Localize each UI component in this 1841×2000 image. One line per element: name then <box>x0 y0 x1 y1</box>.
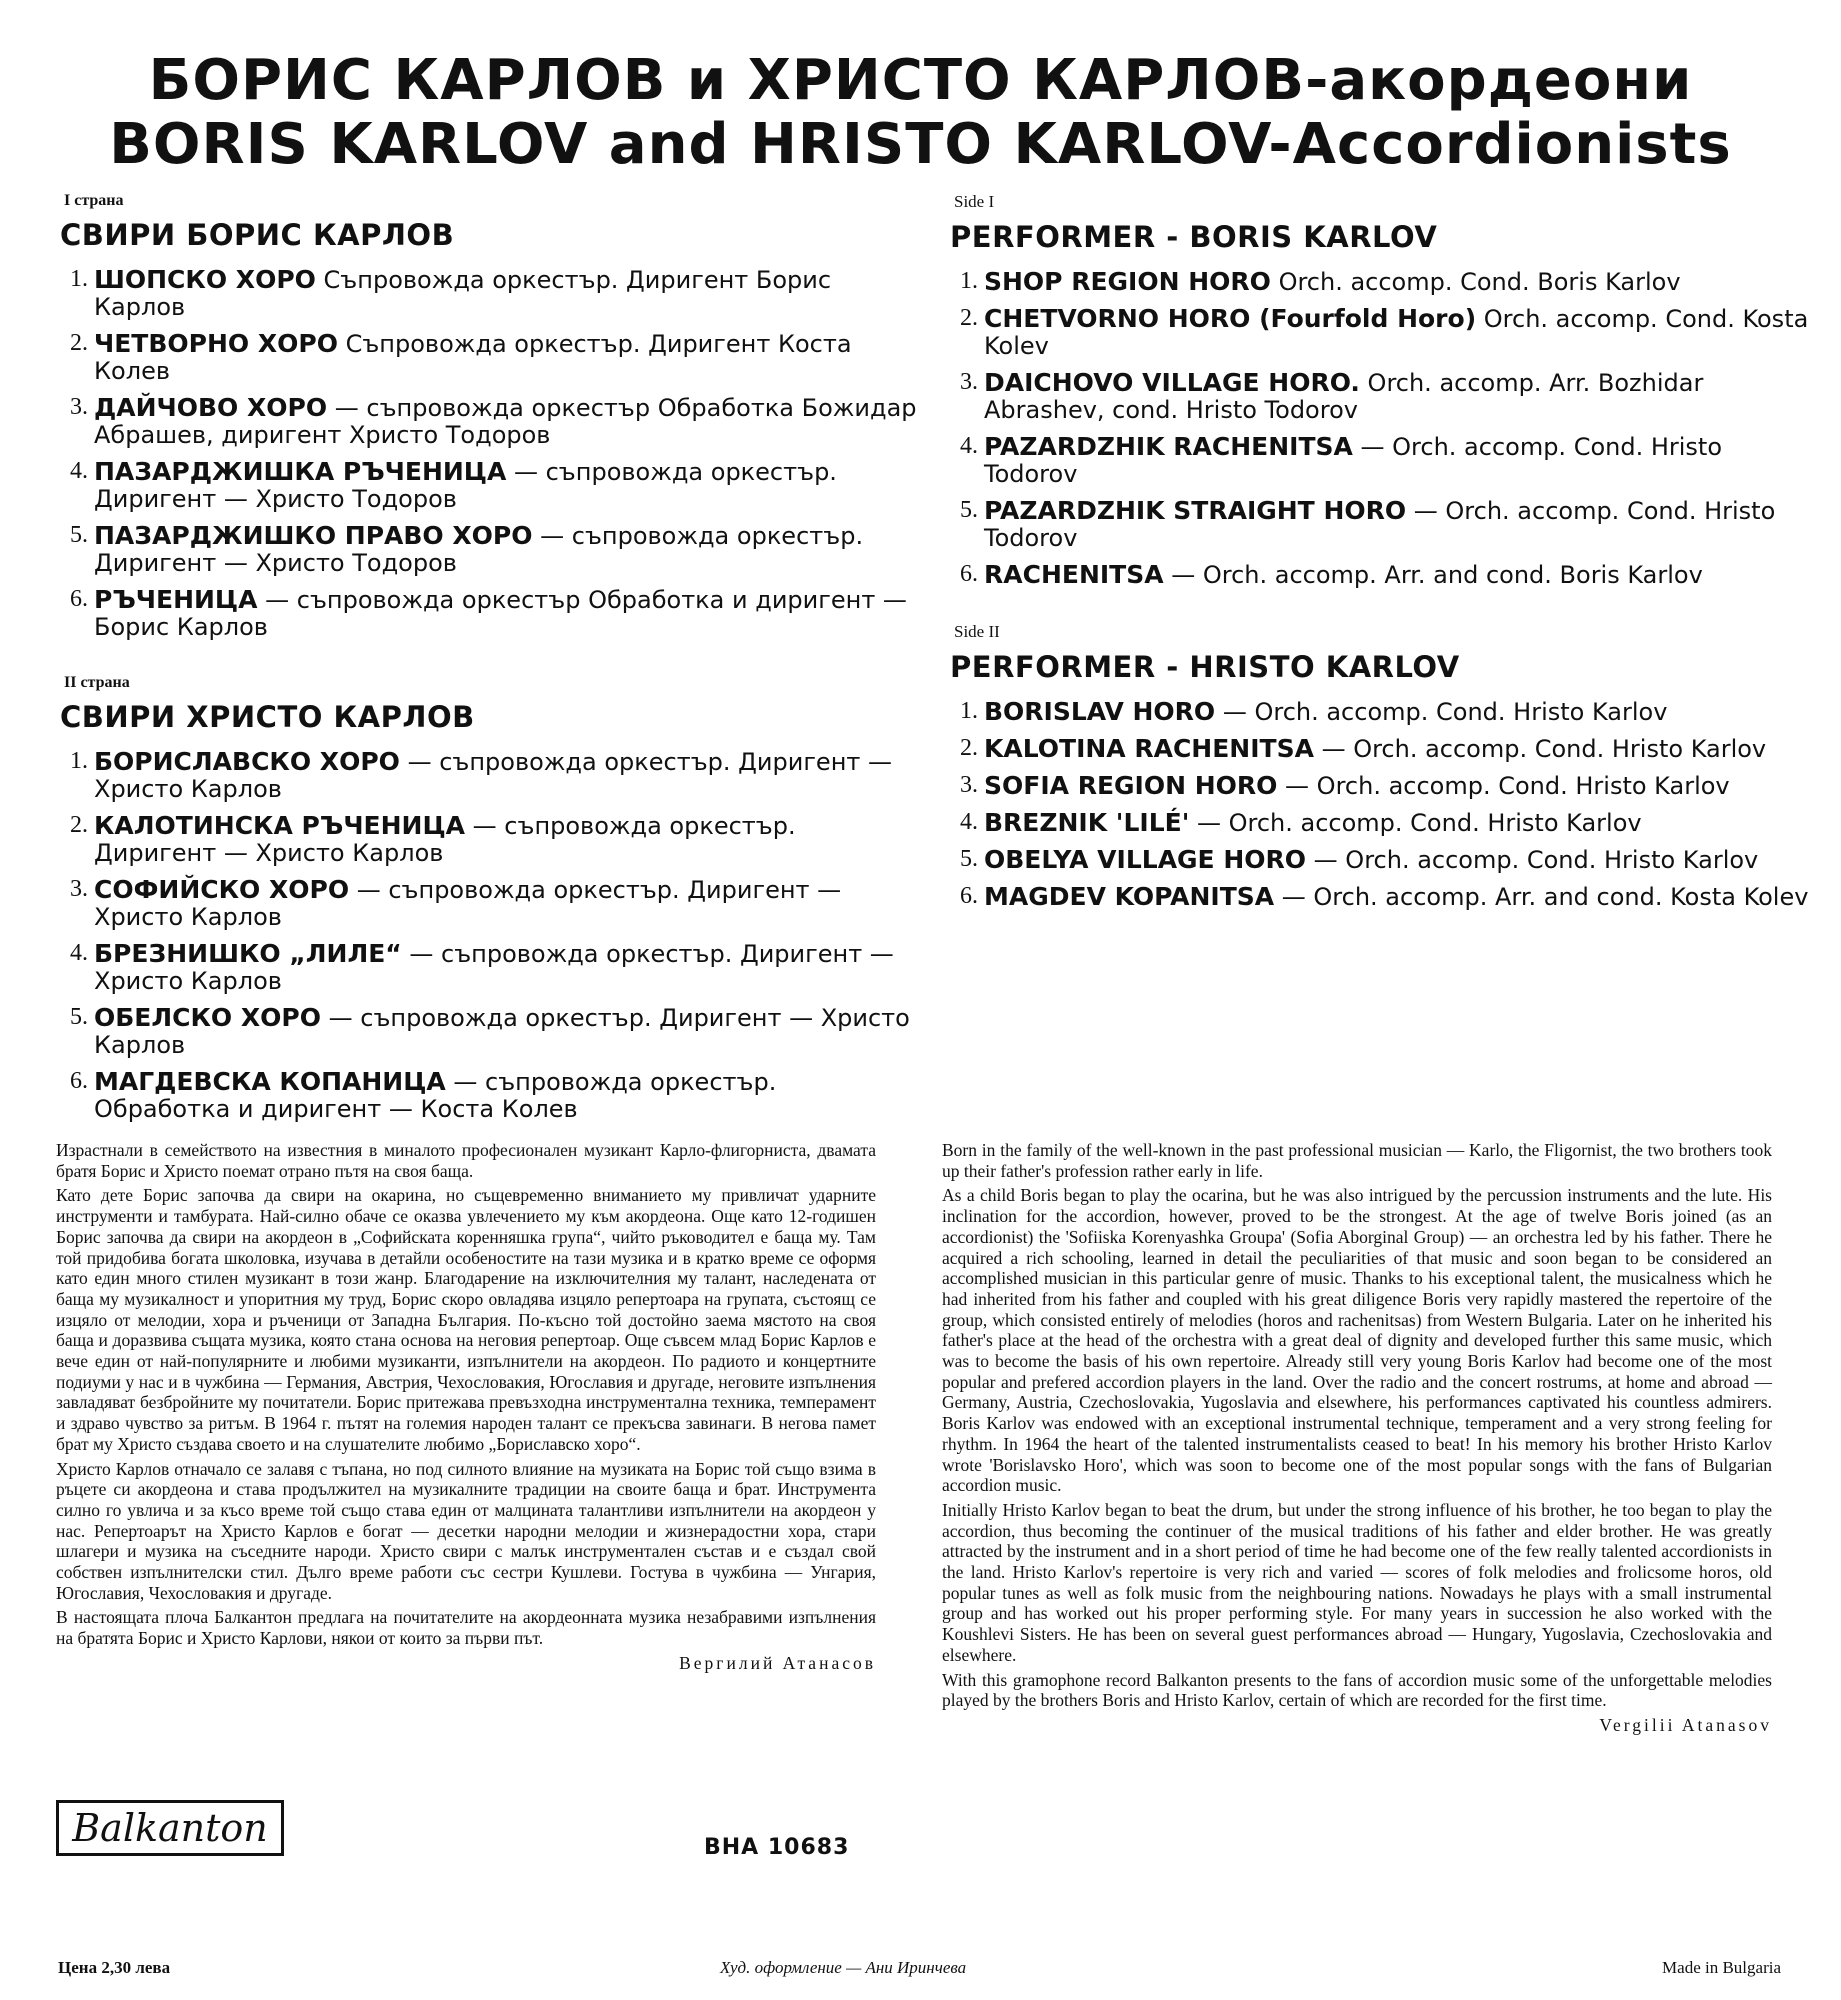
track-number: 4. <box>70 940 88 966</box>
track-description: — Orch. accomp. Cond. Hristo Karlov <box>1321 735 1767 763</box>
track-number: 6. <box>960 561 978 587</box>
author-signature: Вергилий Атанасов <box>679 1652 876 1673</box>
track-title: КАЛОТИНСКА РЪЧЕНИЦА <box>94 811 466 840</box>
track-description: — съпровожда оркестър. Диригент — Христо Карлов <box>94 748 892 803</box>
side-label: Side II <box>954 622 1000 641</box>
track-number: 3. <box>960 772 978 798</box>
track-description: Съпровожда оркестър. Диригент Коста Колев <box>94 330 852 385</box>
notes-paragraph: Христо Карлов отначало се залавя с тъпана, но под силното влияние на музиката на Борис той също взима в ръцете си акордеона и става продължител на музикалните традиции на своите баща и брат. Инструмента силно го увлича и за късо време той също става един от малцината талантливи изпълнители на акордеон у нас. Репертоарът на Христо Карлов е богат — десетки народни мелодии и жизнерадостни хора, стари шлагери и музика на съседните народи. Христо свири с малък инструментален състав и е създал свой собствен изпълнителски стил. Дълго време работи със сестри Кушлеви. Гостува в чужбина — Унгария, Югославия, Чехословакия и другаде. <box>56 1458 876 1603</box>
track-number: 5. <box>960 846 978 872</box>
track-item <box>950 809 1810 837</box>
track-item <box>950 268 1810 296</box>
track-list <box>60 266 920 641</box>
track-title: БОРИСЛАВСКО ХОРО <box>94 747 400 776</box>
track-item <box>60 748 920 803</box>
notes-paragraph: Израстнали в семейството на известния в миналото професионален музикант Карло-флигорниста, двамата братя Борис и Христо поемат отрано пътя на своя баща. <box>56 1140 876 1181</box>
performer-heading: PERFORMER - BORIS KARLOV <box>950 220 1438 254</box>
design-credit: Худ. оформление — Ани Иринчева <box>720 1958 967 1977</box>
track-description: — съпровожда оркестър. Обработка и диригент — Коста Колев <box>94 1068 777 1123</box>
notes-paragraph: As a child Boris began to play the ocarina, but he was also intrigued by the percussion instruments and the lute. His inclination for the accordion, however, proved to be the strongest. At the age of twelve Boris joined (as an accordionist) the 'Sofiiska Korenyashka Groupa' (Sofia Aborginal Group) — an orchestra led by his father. There he acquired a rich schooling, learned in detail the peculiarities of that music and soon began to be considered an accomplished musician in this particular genre of music. Thanks to his exceptional talent, the musicalness which he had inherited from his father and coupled with his great diligence Boris very rapidly mastered the repertoire of the group, which consisted entirely of melodies (horos and rachenitsas) from Western Bulgaria. Later on he inherited his father's place at the head of the orchestra with a great deal of dignity and developed further this same music, which was to become the basis of his own repertoire. Already still very young Boris Karlov had become one of the most popular and prefered accordion players in the land. Over the radio and the concert rostrums, at home and abroad — Germany, Austria, Czechoslovakia, Yugoslavia and elsewhere, his performances captivated his countless admirers. Boris Karlov was endowed with an exceptional instrumental technique, temperament and a very strong feeling for rhythm. In 1964 the heart of the talented instrumentalists ceased to beat! In his memory his brother Hristo Karlov wrote 'Borislavsko Horo', which was soon to become one of the most popular songs with the fans of Bulgarian accordion music. <box>942 1185 1772 1496</box>
track-number: 1. <box>960 268 978 294</box>
track-description: — съпровожда оркестър. Диригент — Христо Карлов <box>94 940 894 995</box>
performer-heading: СВИРИ ХРИСТО КАРЛОВ <box>60 700 475 734</box>
track-number: 6. <box>70 1068 88 1094</box>
track-title: KALOTINA RACHENITSA <box>984 734 1314 763</box>
track-description: — съпровожда оркестър. Диригент — Христо Тодоров <box>94 522 864 577</box>
track-number: 4. <box>960 433 978 459</box>
side-label: I страна <box>64 192 124 209</box>
track-number: 2. <box>70 812 88 838</box>
track-number: 4. <box>960 809 978 835</box>
made-in-label: Made in Bulgaria <box>1662 1958 1781 1977</box>
performer-heading: PERFORMER - HRISTO KARLOV <box>950 650 1460 684</box>
track-description: — съпровожда оркестър. Диригент — Христо Карлов <box>94 876 842 931</box>
track-title: ДАЙЧОВО ХОРО <box>94 393 328 422</box>
track-item <box>60 940 920 995</box>
track-item <box>950 433 1810 488</box>
track-title: ПАЗАРДЖИШКО ПРАВО ХОРО <box>94 521 533 550</box>
tracklist-english <box>950 192 1810 920</box>
track-description: Orch. accomp. Arr. Bozhidar Abrashev, cond. Hristo Todorov <box>984 369 1704 424</box>
side-label: II страна <box>64 674 130 691</box>
track-item <box>950 883 1810 911</box>
track-item <box>950 735 1810 763</box>
track-description: — Orch. accomp. Cond. Hristo Karlov <box>1197 809 1642 837</box>
track-number: 6. <box>960 883 978 909</box>
track-title: PAZARDZHIK STRAIGHT HORO <box>984 496 1407 525</box>
tracklist-bulgarian <box>60 192 920 1132</box>
track-number: 5. <box>70 1004 88 1030</box>
track-description: — Orch. accomp. Arr. and cond. Kosta Kolev <box>1281 883 1809 911</box>
price-label: Цена 2,30 лева <box>58 1958 171 1977</box>
track-description: Orch. accomp. Cond. Boris Karlov <box>1278 268 1681 296</box>
track-description: — съпровожда оркестър. Диригент — Христо Карлов <box>94 812 796 867</box>
track-number: 2. <box>70 330 88 356</box>
author-signature: Vergilii Atanasov <box>1599 1714 1772 1735</box>
track-item <box>60 812 920 867</box>
track-item <box>60 266 920 321</box>
track-number: 3. <box>70 394 88 420</box>
title-bulgarian: БОРИС КАРЛОВ и ХРИСТО КАРЛОВ-акордеони <box>148 48 1693 113</box>
track-title: MAGDEV KOPANITSA <box>984 882 1275 911</box>
notes-paragraph: В настоящата плоча Балкантон предлага на почитателите на акордеонната музика незабравими изпълнения на братята Борис и Христо Карлови, някои от които за първи път. <box>56 1607 876 1649</box>
catalog-number: ВНА 10683 <box>704 1835 850 1860</box>
track-item <box>60 586 920 641</box>
notes-paragraph: Като дете Борис започва да свири на окарина, но същевременно вниманието му привличат ударните инструменти и тамбурата. Най-силно обаче се оказва увлечението му към акордеона. Още като 12-годишен Борис започва да свири на акордеон в „Софийската коренняшка група“, чийто ръководител е баща му. Там той придобива богата школовка, изучава в детайли особеностите на тази музика и в кратко време се оформя като един много стилен музикант в този жанр. Благодарение на изключителния му талант, наследената от баща му музикалност и упоритния му труд, Борис скоро овладява изцяло репертоара на групата, състоящ се изцяло от мелодии, хора и ръченици от Западна България. По-късно той достойно заема мястото на своя баща и доразвива същата музика, която стана основа на неговия репертоар. Още съвсем млад Борис Карлов е вече един от най-популярните и любими музиканти, изпълнители на акордеон. По радиото и концертните подиуми у нас и в чужбина — Германия, Австрия, Чехословакия, Югославия и другаде, неговите изпълнения завладяват безбройните му почитатели. Борис притежава превъзходна инструментална техника, темперамент и здраво чувство за ритъм. В 1964 г. пътят на големия народен талант се прекъсва завинаги. В негова памет брат му Христо създава своето и на слушателите любимо „Бориславско хоро“. <box>56 1185 876 1454</box>
balkanton-logo: Balkanton <box>56 1800 284 1856</box>
track-item <box>60 394 920 449</box>
track-description: — Orch. accomp. Cond. Hristo Karlov <box>1285 772 1730 800</box>
track-item <box>60 1068 920 1123</box>
track-title: CHETVORNO HORO (Fourfold Horo) <box>984 304 1477 333</box>
track-description: Съпровожда оркестър. Диригент Борис Карлов <box>94 266 832 321</box>
notes-paragraph: With this gramophone record Balkanton presents to the fans of accordion music some of the unforgettable melodies played by the brothers Boris and Hristo Karlov, certain of which are recorded for the first time. <box>942 1669 1772 1711</box>
track-item <box>950 369 1810 424</box>
side-label: Side I <box>954 192 995 211</box>
notes-paragraph: Initially Hristo Karlov began to beat the drum, but under the strong influence of his brother, he too began to play the accordion, thus becoming the continuer of the musical traditions of his father and elder brother. He was greatly attracted by the instrument and in a short period of time he had become one of the few really talented accordionists in the land. Hristo Karlov's repertoire is very rich and varied — scores of folk melodies and frolicsome horos, old popular tunes as well as folk music from the neighbouring nations. Nowadays he plays with a small instrumental group and has worked out his proper performing style. For many years in succession he also worked with the Koushlevi Sisters. He has been on several guest performances abroad — Hungary, Yugoslavia, Czechoslovakia and elsewhere. <box>942 1499 1772 1665</box>
track-title: ПАЗАРДЖИШКА РЪЧЕНИЦА <box>94 457 507 486</box>
track-number: 1. <box>960 698 978 724</box>
track-item <box>60 522 920 577</box>
track-description: — Orch. accomp. Arr. and cond. Boris Karlov <box>1171 561 1703 589</box>
track-title: БРЕЗНИШКО „ЛИЛЕ“ <box>94 939 402 968</box>
track-title: ОБЕЛСКО ХОРО <box>94 1003 321 1032</box>
track-item <box>60 458 920 513</box>
track-description: — съпровожда оркестър. Диригент — Христо Карлов <box>94 1004 910 1059</box>
track-description: — съпровожда оркестър Обработка и диригент — Борис Карлов <box>94 586 907 641</box>
track-item <box>950 698 1810 726</box>
track-description: — Orch. accomp. Cond. Hristo Karlov <box>1222 698 1668 726</box>
track-number: 4. <box>70 458 88 484</box>
track-title: RACHENITSA <box>984 560 1164 589</box>
track-title: DAICHOVO VILLAGE HORO. <box>984 368 1360 397</box>
track-title: ЧЕТВОРНО ХОРО <box>94 329 338 358</box>
track-title: PAZARDZHIK RACHENITSA <box>984 432 1353 461</box>
track-number: 1. <box>70 266 88 292</box>
title-english: BORIS KARLOV and HRISTO KARLOV-Accordionists <box>109 112 1732 177</box>
track-description: — Orch. accomp. Cond. Hristo Todorov <box>984 497 1776 552</box>
track-description: — съпровожда оркестър. Диригент — Христо Тодоров <box>94 458 837 513</box>
track-item <box>950 497 1810 552</box>
track-description: — Orch. accomp. Cond. Hristo Todorov <box>984 433 1723 488</box>
track-description: — съпровожда оркестър Обработка Божидар Абрашев, диригент Христо Тодоров <box>94 394 917 449</box>
track-title: BREZNIK 'LILÉ' <box>984 808 1190 837</box>
track-title: SOFIA REGION HORO <box>984 771 1278 800</box>
track-item <box>60 330 920 385</box>
track-item <box>60 876 920 931</box>
liner-notes-bulgarian <box>56 1140 876 1674</box>
track-title: СОФИЙСКО ХОРО <box>94 875 350 904</box>
track-title: РЪЧЕНИЦА <box>94 585 258 614</box>
performer-heading: СВИРИ БОРИС КАРЛОВ <box>60 218 455 252</box>
track-number: 3. <box>70 876 88 902</box>
track-number: 6. <box>70 586 88 612</box>
track-item <box>950 846 1810 874</box>
track-item <box>950 305 1810 360</box>
track-description: Orch. accomp. Cond. Kosta Kolev <box>984 305 1809 360</box>
track-title: OBELYA VILLAGE HORO <box>984 845 1307 874</box>
track-number: 2. <box>960 735 978 761</box>
track-item <box>950 772 1810 800</box>
track-title: BORISLAV HORO <box>984 697 1216 726</box>
track-list <box>950 268 1810 589</box>
track-list <box>950 698 1810 911</box>
track-description: — Orch. accomp. Cond. Hristo Karlov <box>1313 846 1759 874</box>
track-number: 1. <box>70 748 88 774</box>
track-title: SHOP REGION HORO <box>984 267 1271 296</box>
track-title: МАГДЕВСКА КОПАНИЦА <box>94 1067 446 1096</box>
track-list <box>60 748 920 1123</box>
track-title: ШОПСКО ХОРО <box>94 265 316 294</box>
track-item <box>950 561 1810 589</box>
track-number: 5. <box>960 497 978 523</box>
track-number: 2. <box>960 305 978 331</box>
track-number: 5. <box>70 522 88 548</box>
notes-paragraph: Born in the family of the well-known in the past professional musician — Karlo, the Fligornist, the two brothers took up their father's profession rather early in life. <box>942 1140 1772 1181</box>
liner-notes-english <box>942 1140 1772 1736</box>
track-number: 3. <box>960 369 978 395</box>
track-item <box>60 1004 920 1059</box>
